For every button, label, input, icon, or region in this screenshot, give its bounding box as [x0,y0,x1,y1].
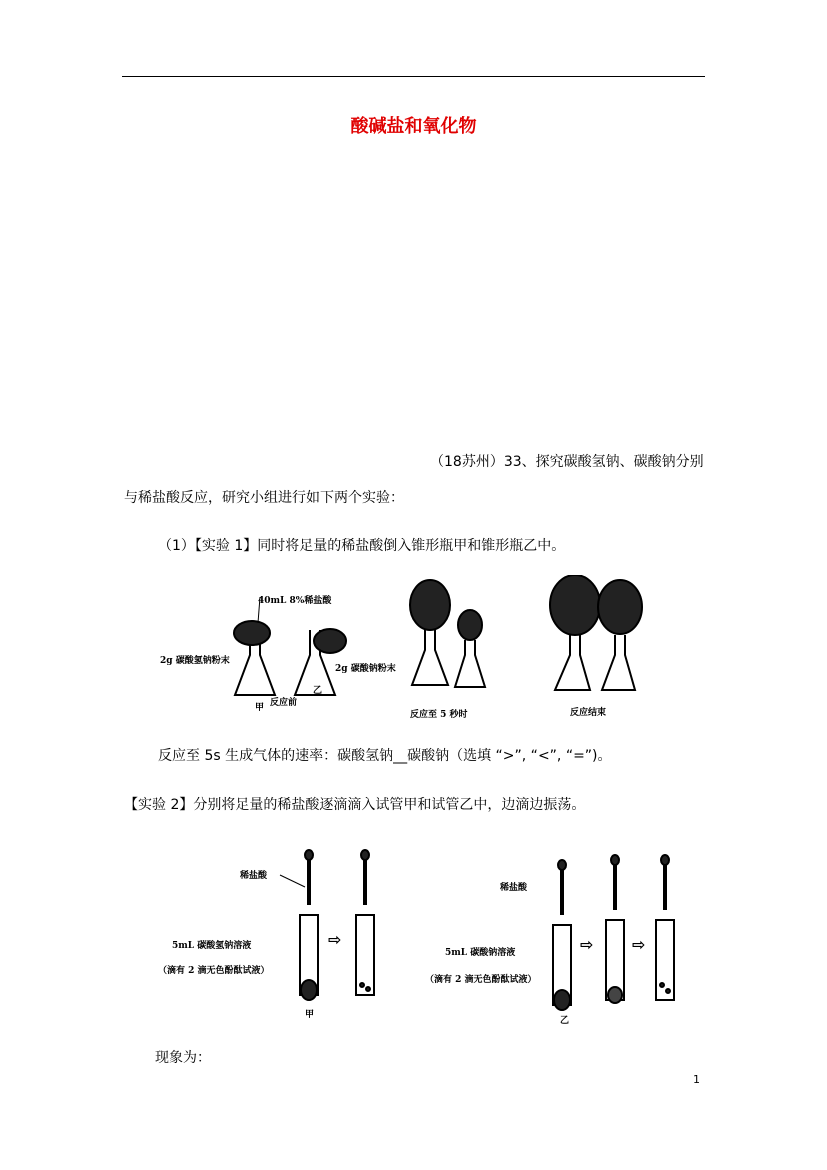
acid-label: 40mL 8%稀盐酸 [258,596,332,606]
experiment-2-text: 【实验 2】分别将足量的稀盐酸逐滴滴入试管甲和试管乙中，边滴边振荡。 [124,797,586,813]
arrow-icon-2: ⇨ [580,935,594,954]
jia-label-1: 甲 [255,703,265,713]
acid-label-left: 稀盐酸 [240,871,268,881]
tube-yi-1 [553,860,571,1010]
tube-jia-2 [356,850,374,995]
flask-yi-end [598,580,642,690]
page-number: 1 [693,1073,700,1086]
experiment-2-figure [150,845,690,1025]
tube-yi-label: 乙 [560,1016,570,1025]
yi-label-1: 乙 [313,686,323,696]
right-indicator-label: （滴有 2 滴无色酚酞试液） [425,975,537,985]
arrow-icon-3: ⇨ [632,935,646,954]
right-solution-label: 5mL 碳酸钠溶液 [445,948,516,958]
tube-yi-2 [606,855,624,1003]
left-powder-label: 2g 碳酸氢钠粉末 [160,656,230,666]
rate-question: 反应至 5s 生成气体的速率：碳酸氢钠__碳酸钠（选填 “>”, “<”, “=”)。 [158,748,612,764]
acid-label-right: 稀盐酸 [500,883,528,893]
experiment-1-figure [150,575,670,725]
phenomenon-label: 现象为： [155,1050,211,1066]
left-indicator-label: （滴有 2 滴无色酚酞试液） [158,966,270,976]
flask-yi-5s [455,610,485,687]
tube-yi-3 [656,855,674,1000]
intro-line-2: 与稀盐酸反应，研究小组进行如下两个实验： [124,490,404,506]
stage-before-label: 反应前 [270,698,298,708]
header-rule [122,76,705,77]
stage-5s-label: 反应至 5 秒时 [410,710,468,720]
left-solution-label: 5mL 碳酸氢钠溶液 [172,941,252,951]
page-title: 酸碱盐和氧化物 [350,116,477,137]
tube-jia-label: 甲 [305,1010,315,1020]
right-powder-label: 2g 碳酸钠粉末 [335,664,396,674]
flask-jia-end [550,575,600,690]
arrow-icon-1: ⇨ [328,930,342,949]
intro-line-1: （18苏州）33、探究碳酸氢钠、碳酸钠分别 [430,454,704,470]
flask-jia-5s [410,580,450,685]
experiment-1-text: （1）【实验 1】同时将足量的稀盐酸倒入锥形瓶甲和锥形瓶乙中。 [158,538,566,554]
stage-end-label: 反应结束 [570,708,607,718]
tube-jia-1 [300,850,318,1000]
flask-jia-before [234,621,275,695]
